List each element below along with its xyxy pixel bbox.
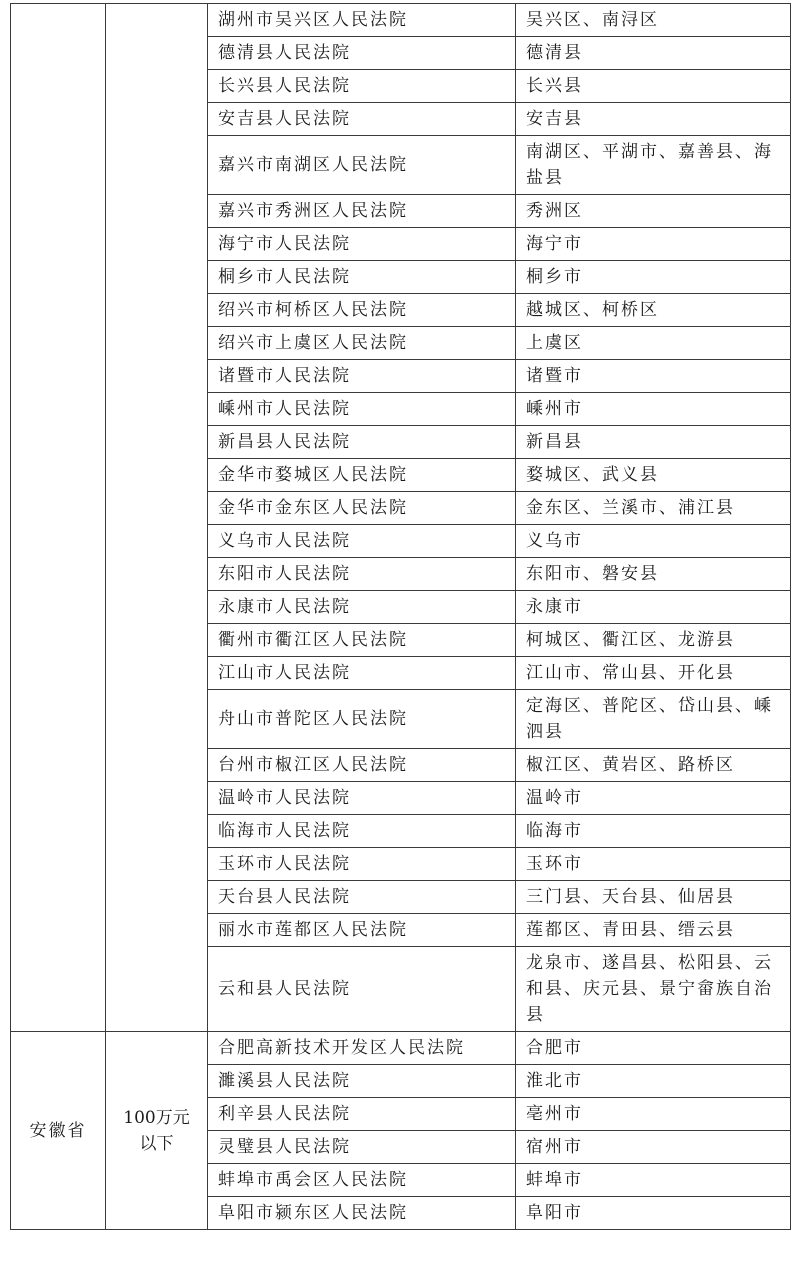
court-name: 海宁市人民法院: [208, 228, 516, 261]
jurisdiction-area: 越城区、柯桥区: [516, 294, 791, 327]
jurisdiction-area: 合肥市: [516, 1032, 791, 1065]
jurisdiction-area: 亳州市: [516, 1098, 791, 1131]
jurisdiction-area: 义乌市: [516, 525, 791, 558]
court-name: 湖州市吴兴区人民法院: [208, 4, 516, 37]
court-name: 诸暨市人民法院: [208, 360, 516, 393]
jurisdiction-area: 德清县: [516, 37, 791, 70]
court-name: 阜阳市颍东区人民法院: [208, 1197, 516, 1230]
jurisdiction-area: 海宁市: [516, 228, 791, 261]
table-row: [11, 4, 791, 37]
court-name: 嘉兴市秀洲区人民法院: [208, 195, 516, 228]
court-name: 云和县人民法院: [208, 947, 516, 1032]
jurisdiction-area: 阜阳市: [516, 1197, 791, 1230]
court-name: 舟山市普陀区人民法院: [208, 690, 516, 749]
court-name: 天台县人民法院: [208, 881, 516, 914]
court-name: 新昌县人民法院: [208, 426, 516, 459]
jurisdiction-area: 安吉县: [516, 103, 791, 136]
court-name: 德清县人民法院: [208, 37, 516, 70]
jurisdiction-area: 玉环市: [516, 848, 791, 881]
jurisdiction-area: 莲都区、青田县、缙云县: [516, 914, 791, 947]
jurisdiction-area: 龙泉市、遂昌县、松阳县、云和县、庆元县、景宁畲族自治县: [516, 947, 791, 1032]
jurisdiction-area: 上虞区: [516, 327, 791, 360]
court-name: 长兴县人民法院: [208, 70, 516, 103]
jurisdiction-area: 柯城区、衢江区、龙游县: [516, 624, 791, 657]
court-name: 绍兴市柯桥区人民法院: [208, 294, 516, 327]
jurisdiction-area: 长兴县: [516, 70, 791, 103]
jurisdiction-area: 淮北市: [516, 1065, 791, 1098]
court-name: 利辛县人民法院: [208, 1098, 516, 1131]
jurisdiction-area: 临海市: [516, 815, 791, 848]
court-name: 玉环市人民法院: [208, 848, 516, 881]
jurisdiction-area: 婺城区、武义县: [516, 459, 791, 492]
jurisdiction-area: 南湖区、平湖市、嘉善县、海盐县: [516, 136, 791, 195]
court-name: 绍兴市上虞区人民法院: [208, 327, 516, 360]
province-cell: 安徽省: [11, 1032, 106, 1230]
court-name: 濉溪县人民法院: [208, 1065, 516, 1098]
jurisdiction-area: 温岭市: [516, 782, 791, 815]
jurisdiction-area: 三门县、天台县、仙居县: [516, 881, 791, 914]
jurisdiction-area: 蚌埠市: [516, 1164, 791, 1197]
amount-line-2: 以下: [139, 1133, 174, 1154]
jurisdiction-area: 江山市、常山县、开化县: [516, 657, 791, 690]
court-name: 义乌市人民法院: [208, 525, 516, 558]
jurisdiction-area: 宿州市: [516, 1131, 791, 1164]
court-name: 永康市人民法院: [208, 591, 516, 624]
table-row: [11, 1032, 791, 1065]
court-name: 安吉县人民法院: [208, 103, 516, 136]
court-name: 温岭市人民法院: [208, 782, 516, 815]
court-name: 嵊州市人民法院: [208, 393, 516, 426]
court-name: 蚌埠市禹会区人民法院: [208, 1164, 516, 1197]
jurisdiction-area: 金东区、兰溪市、浦江县: [516, 492, 791, 525]
jurisdiction-area: 东阳市、磐安县: [516, 558, 791, 591]
court-name: 桐乡市人民法院: [208, 261, 516, 294]
court-name: 金华市婺城区人民法院: [208, 459, 516, 492]
amount-line-1: 100万元: [123, 1107, 190, 1128]
jurisdiction-area: 永康市: [516, 591, 791, 624]
jurisdiction-area: 定海区、普陀区、岱山县、嵊泗县: [516, 690, 791, 749]
court-name: 丽水市莲都区人民法院: [208, 914, 516, 947]
jurisdiction-area: 诸暨市: [516, 360, 791, 393]
jurisdiction-area: 椒江区、黄岩区、路桥区: [516, 749, 791, 782]
court-name: 金华市金东区人民法院: [208, 492, 516, 525]
court-name: 江山市人民法院: [208, 657, 516, 690]
jurisdiction-area: 桐乡市: [516, 261, 791, 294]
court-name: 临海市人民法院: [208, 815, 516, 848]
court-name: 台州市椒江区人民法院: [208, 749, 516, 782]
court-name: 衢州市衢江区人民法院: [208, 624, 516, 657]
amount-cell-continued: [106, 4, 208, 1032]
court-name: 嘉兴市南湖区人民法院: [208, 136, 516, 195]
court-name: 灵璧县人民法院: [208, 1131, 516, 1164]
court-jurisdiction-table: [10, 3, 791, 1230]
amount-cell: [106, 1032, 208, 1230]
court-name: 东阳市人民法院: [208, 558, 516, 591]
jurisdiction-area: 吴兴区、南浔区: [516, 4, 791, 37]
province-cell-continued: [11, 4, 106, 1032]
jurisdiction-area: 新昌县: [516, 426, 791, 459]
jurisdiction-area: 秀洲区: [516, 195, 791, 228]
court-name: 合肥高新技术开发区人民法院: [208, 1032, 516, 1065]
jurisdiction-area: 嵊州市: [516, 393, 791, 426]
